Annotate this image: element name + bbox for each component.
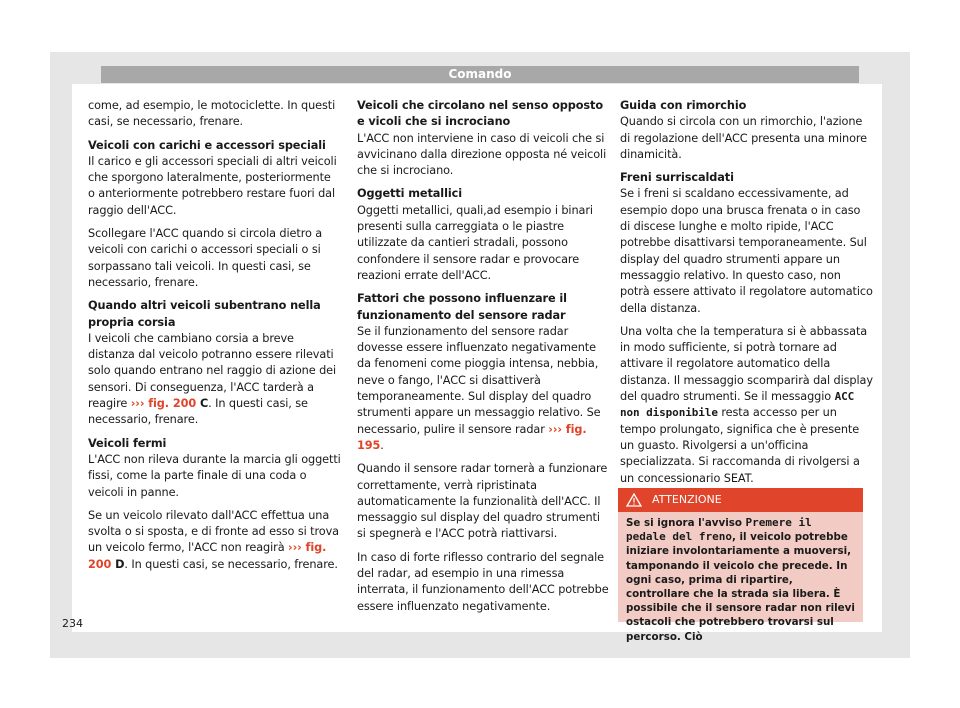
warning-box <box>618 488 863 643</box>
subheading: Fattori che possono influenzare il funzionamento del sensore radar <box>357 292 567 322</box>
subheading: Veicoli fermi <box>88 436 167 450</box>
paragraph <box>620 324 873 487</box>
paragraph: come, ad esempio, le motociclette. In questi casi, se necessario, frenare. <box>88 99 336 129</box>
figure-letter: D <box>111 557 125 571</box>
paragraph: L'ACC non interviene in caso di veicoli che si avvicinano dalla direzione opposta né veicoli che si incrociano. <box>357 131 607 178</box>
paragraph: Oggetti metallici, quali,ad esempio i binari presenti sulla carreggiata o le piastre utilizzate da cantieri stradali, possono confondere il sensore radar e provocare reazioni errate dell'ACC. <box>357 203 593 282</box>
subheading: Guida con rimorchio <box>620 99 747 112</box>
text: , il veicolo potrebbe iniziare involontariamente a muoversi, tamponando il veicolo che precede. In ogni caso, prima di ripartire, controllare che la strada sia libera. È possibile che il sensore radar non rilevi ostacoli che potrebbero trovarsi sul percorso. Ciò <box>626 531 855 643</box>
text: Se un veicolo rilevato dall'ACC effettua una svolta o si sposta, e di fronte ad esso si trova un veicolo fermo, l'ACC non reagirà <box>88 508 339 555</box>
paragraph <box>88 331 341 429</box>
text: I veicoli che cambiano corsia a breve distanza dal veicolo potranno essere rilevati solo quando entrano nel raggio di azione dei sensori. Di conseguenza, l'ACC tarderà a reagire <box>88 331 337 411</box>
warning-text <box>618 512 863 644</box>
paragraph: In caso di forte riflesso contrario del segnale del radar, ad esempio in una rimessa interrata, il funzionamento dell'ACC potrebbe essere influenzato negativamente. <box>357 550 609 613</box>
text: Se si ignora l'avviso <box>626 517 746 529</box>
text: . In questi casi, se necessario, frenare. <box>88 397 308 427</box>
text: . In questi casi, se necessario, frenare. <box>124 557 338 571</box>
display-message: ACC non disponibile <box>620 390 855 420</box>
paragraph <box>88 508 341 573</box>
display-message: Premere il pedale del freno <box>626 516 812 544</box>
page-number: 234 <box>62 617 83 630</box>
text: . <box>380 438 384 452</box>
subheading: Oggetti metallici <box>357 187 462 201</box>
figure-link[interactable]: ››› fig. 195 <box>357 422 587 452</box>
warning-title: ATTENZIONE <box>652 493 722 506</box>
paragraph: L'ACC non rileva durante la marcia gli oggetti fissi, come la parte finale di una coda o veicoli in panne. <box>88 452 341 499</box>
text: Se il funzionamento del sensore radar dovesse essere influenzato negativamente da fenomeni come pioggia intensa, nebbia, neve o fango, l'ACC si disattiverà temporaneamente. Sul display del quadro strumenti appare un messaggio relativo. Se necessario, pulire il sensore radar <box>357 324 601 436</box>
column-2 <box>357 98 610 622</box>
paragraph: Quando il sensore radar tornerà a funzionare correttamente, verrà ripristinata automaticamente la funzionalità dell'ACC. Il messaggio sul display del quadro strumenti si spegnerà e l'ACC potrà riattivarsi. <box>357 462 608 541</box>
figure-link[interactable]: ››› fig. 200 <box>88 541 327 571</box>
column-1 <box>88 98 341 580</box>
text: Una volta che la temperatura si è abbassata in modo sufficiente, si potrà tornare ad attivare il regolatore automatico della distanza. Il messaggio scomparirà dal display del quadro strumenti. Se il messaggio <box>620 324 873 404</box>
text: resta accesso per un tempo prolungato, significa che è presente un guasto. Rivolgersi a un'officina specializzata. Si raccomanda di rivolgersi a un concessionario SEAT. <box>620 406 860 485</box>
paragraph: Il carico e gli accessori speciali di altri veicoli che sporgono lateralmente, posteriormente o anteriormente potrebbero restare fuori dal raggio dell'ACC. <box>88 154 337 217</box>
column-3 <box>620 98 873 494</box>
warning-header <box>618 488 863 512</box>
figure-letter: C <box>196 397 209 411</box>
warning-triangle-icon <box>626 493 642 507</box>
paragraph <box>357 324 610 454</box>
paragraph: Scollegare l'ACC quando si circola dietro a veicoli con carichi o accessori speciali o si sorpassano tali veicoli. In questi casi, se necessario, frenare. <box>88 227 323 289</box>
subheading: Freni surriscaldati <box>620 171 734 185</box>
section-header: Comando <box>101 66 859 83</box>
paragraph: Quando si circola con un rimorchio, l'azione di regolazione dell'ACC presenta una minore dinamicità. <box>620 115 868 161</box>
subheading: Veicoli con carichi e accessori speciali <box>88 138 326 152</box>
figure-link[interactable]: ››› fig. 200 <box>130 397 197 411</box>
subheading: Veicoli che circolano nel senso opposto e vicoli che si incrociano <box>357 99 603 129</box>
subheading: Quando altri veicoli subentrano nella propria corsia <box>88 299 321 329</box>
paragraph: Se i freni si scaldano eccessivamente, ad esempio dopo una brusca frenata o in caso di discese lunghe e molto ripide, l'ACC potrebbe disattivarsi temporaneamente. Sul display del quadro strumenti appare un messaggio relativo. In questo caso, non potrà essere attivato il regolatore automatico della distanza. <box>620 187 873 315</box>
